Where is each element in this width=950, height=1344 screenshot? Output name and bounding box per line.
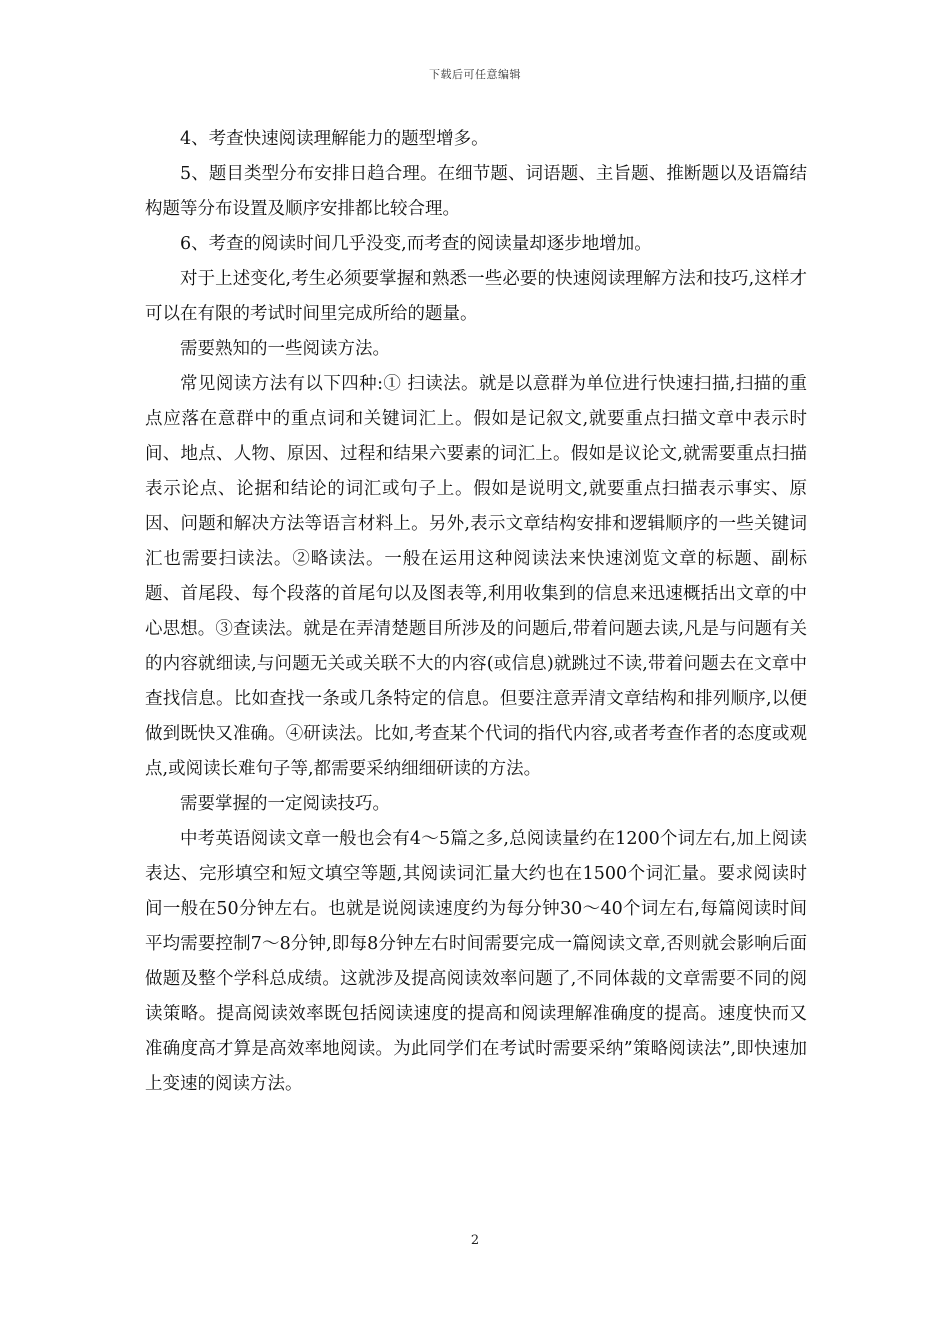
page-number: 2 (470, 1233, 480, 1248)
page-header: 下载后可任意编辑 (429, 68, 521, 81)
paragraph-item-6: 6、考查的阅读时间几乎没变,而考查的阅读量却逐步地增加。 (180, 234, 652, 254)
document-body (145, 122, 807, 1102)
paragraph-item-4: 4、考查快速阅读理解能力的题型增多。 (180, 129, 489, 149)
paragraph-reading-methods: 常见阅读方法有以下四种:① 扫读法。就是以意群为单位进行快速扫描,扫描的重点应落在意群中的重点词和关键词汇上。假如是记叙文,就要重点扫描文章中表示时间、地点、人物、原因、过程和结果六要素的词汇上。假如是议论文,就需要重点扫描表示论点、论据和结论的词汇或句子上。假如是说明文,就要重点扫描表示事实、原因、问题和解决方法等语言材料上。另外,表示文章结构安排和逻辑顺序的一些关键词汇也需要扫读法。②略读法。一般在运用这种阅读法来快速浏览文章的标题、副标题、首尾段、每个段落的首尾句以及图表等,利用收集到的信息来迅速概括出文章的中心思想。③查读法。就是在弄清楚题目所涉及的问题后,带着问题去读,凡是与问题有关的内容就细读,与问题无关或关联不大的内容(或信息)就跳过不读,带着问题去在文章中查找信息。比如查找一条或几条特定的信息。但要注意弄清文章结构和排列顺序,以便做到既快又准确。④研读法。比如,考查某个代词的指代内容,或者考查作者的态度或观点,或阅读长难句子等,都需要采纳细细研读的方法。 (145, 374, 807, 779)
paragraph-changes-response: 对于上述变化,考生必须要掌握和熟悉一些必要的快速阅读理解方法和技巧,这样才可以在有限的考试时间里完成所给的题量。 (145, 269, 807, 324)
paragraph-reading-skills: 中考英语阅读文章一般也会有4～5篇之多,总阅读量约在1200个词左右,加上阅读表达、完形填空和短文填空等题,其阅读词汇量大约也在1500个词汇量。要求阅读时间一般在50分钟左右。也就是说阅读速度约为每分钟30～40个词左右,每篇阅读时间平均需要控制7～8分钟,即每8分钟左右时间需要完成一篇阅读文章,否则就会影响后面做题及整个学科总成绩。这就涉及提高阅读效率问题了,不同体裁的文章需要不同的阅读策略。提高阅读效率既包括阅读速度的提高和阅读理解准确度的提高。速度快而又准确度高才算是高效率地阅读。为此同学们在考试时需要采纳”策略阅读法”,即快速加上变速的阅读方法。 (145, 829, 807, 1094)
paragraph-methods-heading: 需要熟知的一些阅读方法。 (180, 339, 390, 359)
paragraph-item-5: 5、题目类型分布安排日趋合理。在细节题、词语题、主旨题、推断题以及语篇结构题等分布设置及顺序安排都比较合理。 (145, 164, 807, 219)
paragraph-skills-heading: 需要掌握的一定阅读技巧。 (180, 794, 390, 814)
